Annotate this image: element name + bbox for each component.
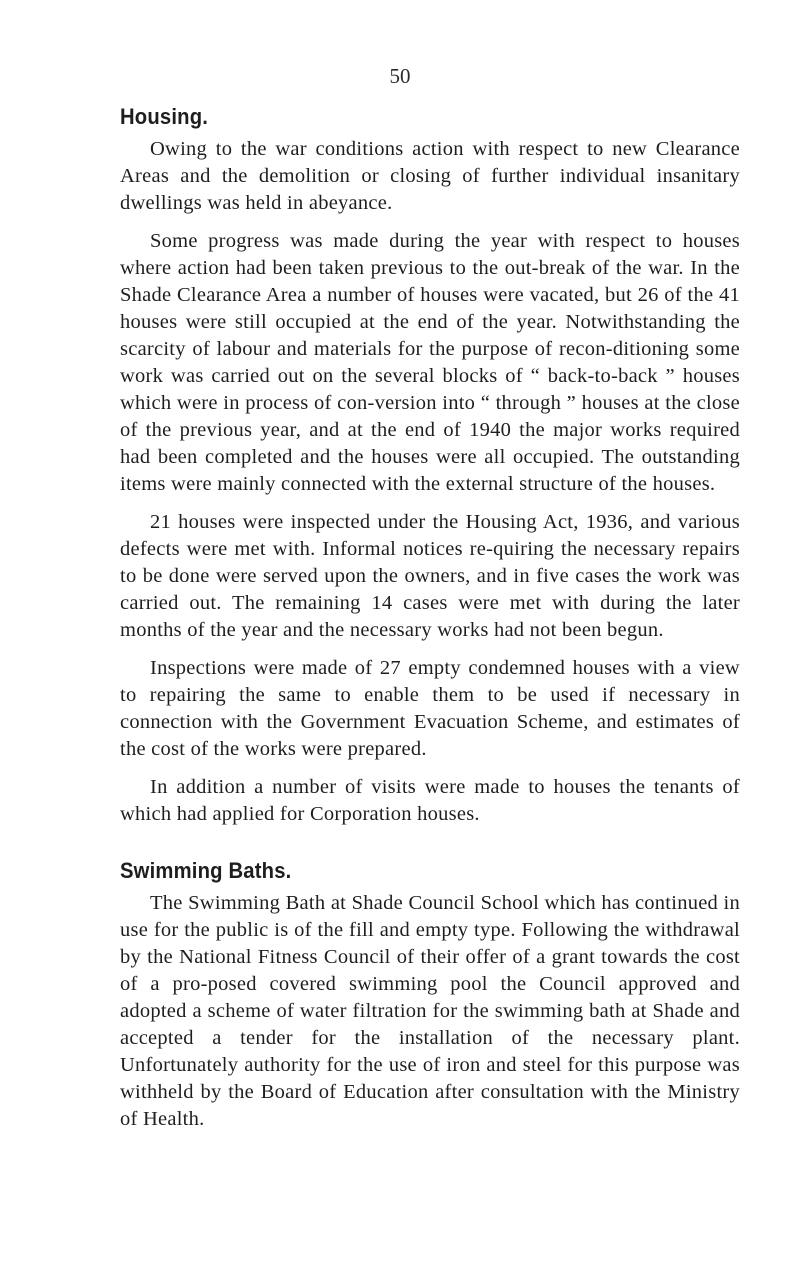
paragraph: In addition a number of visits were made to houses the tenants of which had applied for Corporation houses.	[120, 776, 740, 825]
paragraph: 21 houses were inspected under the Housing Act, 1936, and various defects were met with. Informal notices re-quiring the necessary repairs to be done were served upon the owners, and in five cases the work was carried out. The remaining 14 cases were met with during the later months of the year and the necessary works had not been begun.	[120, 511, 740, 641]
section-housing	[120, 104, 740, 828]
paragraph: Some progress was made during the year with respect to houses where action had been taken previous to the out-break of the war. In the Shade Clearance Area a number of houses were vacated, but 26 of the 41 houses were still occupied at the end of the year. Notwithstanding the scarcity of labour and materials for the purpose of recon-ditioning some work was carried out on the several blocks of “ back-to-back ” houses which were in process of con-version into “ through ” houses at the close of the previous year, and at the end of 1940 the major works required had been completed and the houses were all occupied. The outstanding items were mainly connected with the external structure of the houses.	[120, 230, 740, 495]
section-heading: Housing.	[120, 104, 209, 129]
section-swimming-baths	[120, 858, 740, 1133]
section-heading: Swimming Baths.	[120, 858, 292, 883]
paragraph: The Swimming Bath at Shade Council School which has continued in use for the public is of the fill and empty type. Following the withdrawal by the National Fitness Council of their offer of a grant towards the cost of a pro-posed covered swimming pool the Council approved and adopted a scheme of water filtration for the swimming bath at Shade and accepted a tender for the installation of the necessary plant. Unfortunately authority for the use of iron and steel for this purpose was withheld by the Board of Education after consultation with the Ministry of Health.	[120, 892, 740, 1130]
paragraph: Inspections were made of 27 empty condemned houses with a view to repairing the same to enable them to be used if necessary in connection with the Government Evacuation Scheme, and estimates of the cost of the works were prepared.	[120, 657, 740, 760]
page-number: 50	[389, 64, 411, 88]
page-content	[120, 104, 740, 1163]
paragraph: Owing to the war conditions action with respect to new Clearance Areas and the demolition or closing of further individual insanitary dwellings was held in abeyance.	[120, 138, 740, 214]
